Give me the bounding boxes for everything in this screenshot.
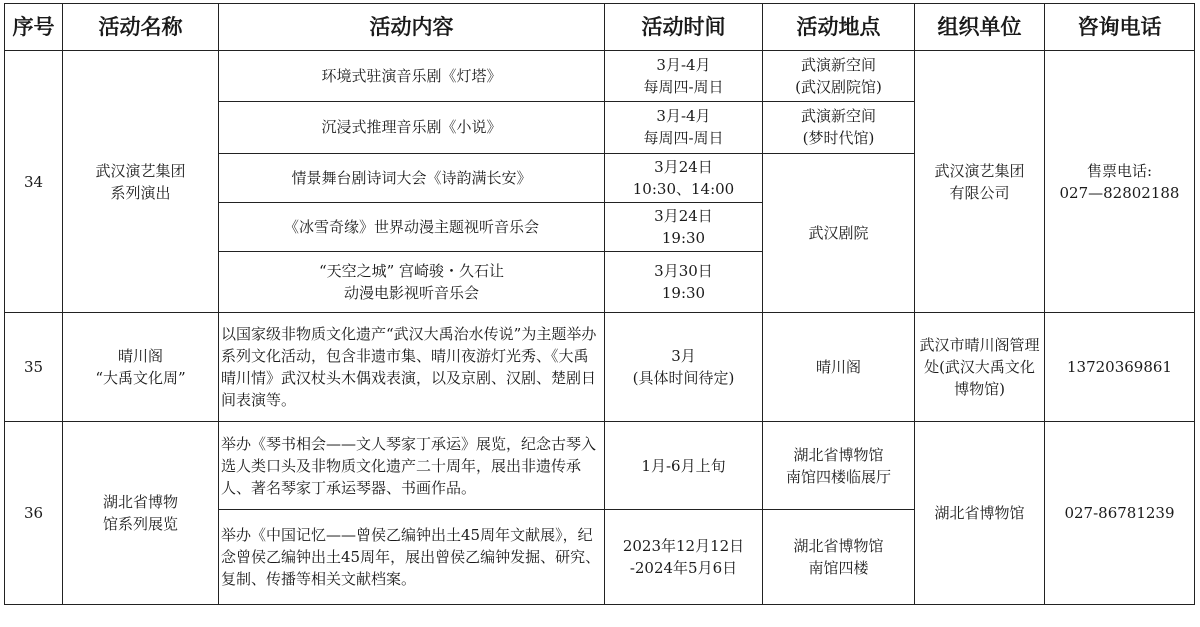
activity-time: 3月24日 10:30、14:00 [605, 153, 763, 202]
activity-time: 2023年12月12日 -2024年5月6日 [605, 510, 763, 605]
phone: 027-86781239 [1045, 421, 1195, 604]
activity-content: 沉浸式推理音乐剧《小说》 [219, 102, 605, 153]
activity-name: 晴川阁 “大禹文化周” [63, 313, 219, 422]
activity-content: 举办《琴书相会——文人琴家丁承运》展览，纪念古琴入选人类口头及非物质文化遗产二十周年，展出非遗传承人、著名琴家丁承运琴器、书画作品。 [219, 421, 605, 509]
activity-content: 举办《中国记忆——曾侯乙编钟出土45周年文献展》，纪念曾侯乙编钟出土45周年，展出曾侯乙编钟发掘、研究、复制、传播等相关文献档案。 [219, 510, 605, 605]
header-activity-time: 活动时间 [605, 4, 763, 51]
activity-time: 3月-4月 每周四-周日 [605, 51, 763, 102]
activity-place: 武演新空间 (武汉剧院馆) [763, 51, 915, 102]
activity-content: “天空之城” 宫崎骏・久石让 动漫电影视听音乐会 [219, 252, 605, 313]
phone: 13720369861 [1045, 313, 1195, 422]
row-number: 34 [5, 51, 63, 313]
activity-place: 湖北省博物馆 南馆四楼 [763, 510, 915, 605]
header-organizer: 组织单位 [915, 4, 1045, 51]
activity-time: 3月30日 19:30 [605, 252, 763, 313]
organizer: 武汉演艺集团 有限公司 [915, 51, 1045, 313]
phone: 售票电话: 027—82802188 [1045, 51, 1195, 313]
activity-time: 3月-4月 每周四-周日 [605, 102, 763, 153]
header-phone: 咨询电话 [1045, 4, 1195, 51]
organizer: 武汉市晴川阁管理处(武汉大禹文化博物馆) [915, 313, 1045, 422]
activity-time: 3月 (具体时间待定) [605, 313, 763, 422]
activity-content: 环境式驻演音乐剧《灯塔》 [219, 51, 605, 102]
activity-time: 1月-6月上旬 [605, 421, 763, 509]
header-activity-place: 活动地点 [763, 4, 915, 51]
activity-table [4, 3, 1195, 605]
table-row [5, 51, 1195, 102]
activity-content: 《冰雪奇缘》世界动漫主题视听音乐会 [219, 202, 605, 251]
header-row [5, 4, 1195, 51]
activity-name: 武汉演艺集团 系列演出 [63, 51, 219, 313]
table-row [5, 313, 1195, 422]
organizer: 湖北省博物馆 [915, 421, 1045, 604]
header-activity-name: 活动名称 [63, 4, 219, 51]
activity-place: 武汉剧院 [763, 153, 915, 313]
activity-place: 湖北省博物馆 南馆四楼临展厅 [763, 421, 915, 509]
table-row [5, 421, 1195, 509]
activity-time: 3月24日 19:30 [605, 202, 763, 251]
header-activity-content: 活动内容 [219, 4, 605, 51]
activity-content: 情景舞台剧诗词大会《诗韵满长安》 [219, 153, 605, 202]
row-number: 36 [5, 421, 63, 604]
activity-place: 晴川阁 [763, 313, 915, 422]
activity-content: 以国家级非物质文化遗产“武汉大禹治水传说”为主题举办系列文化活动，包含非遗市集、晴川夜游灯光秀、《大禹晴川情》武汉杖头木偶戏表演，以及京剧、汉剧、楚剧日间表演等。 [219, 313, 605, 422]
activity-place: 武演新空间 (梦时代馆) [763, 102, 915, 153]
row-number: 35 [5, 313, 63, 422]
activity-name: 湖北省博物 馆系列展览 [63, 421, 219, 604]
header-number: 序号 [5, 4, 63, 51]
